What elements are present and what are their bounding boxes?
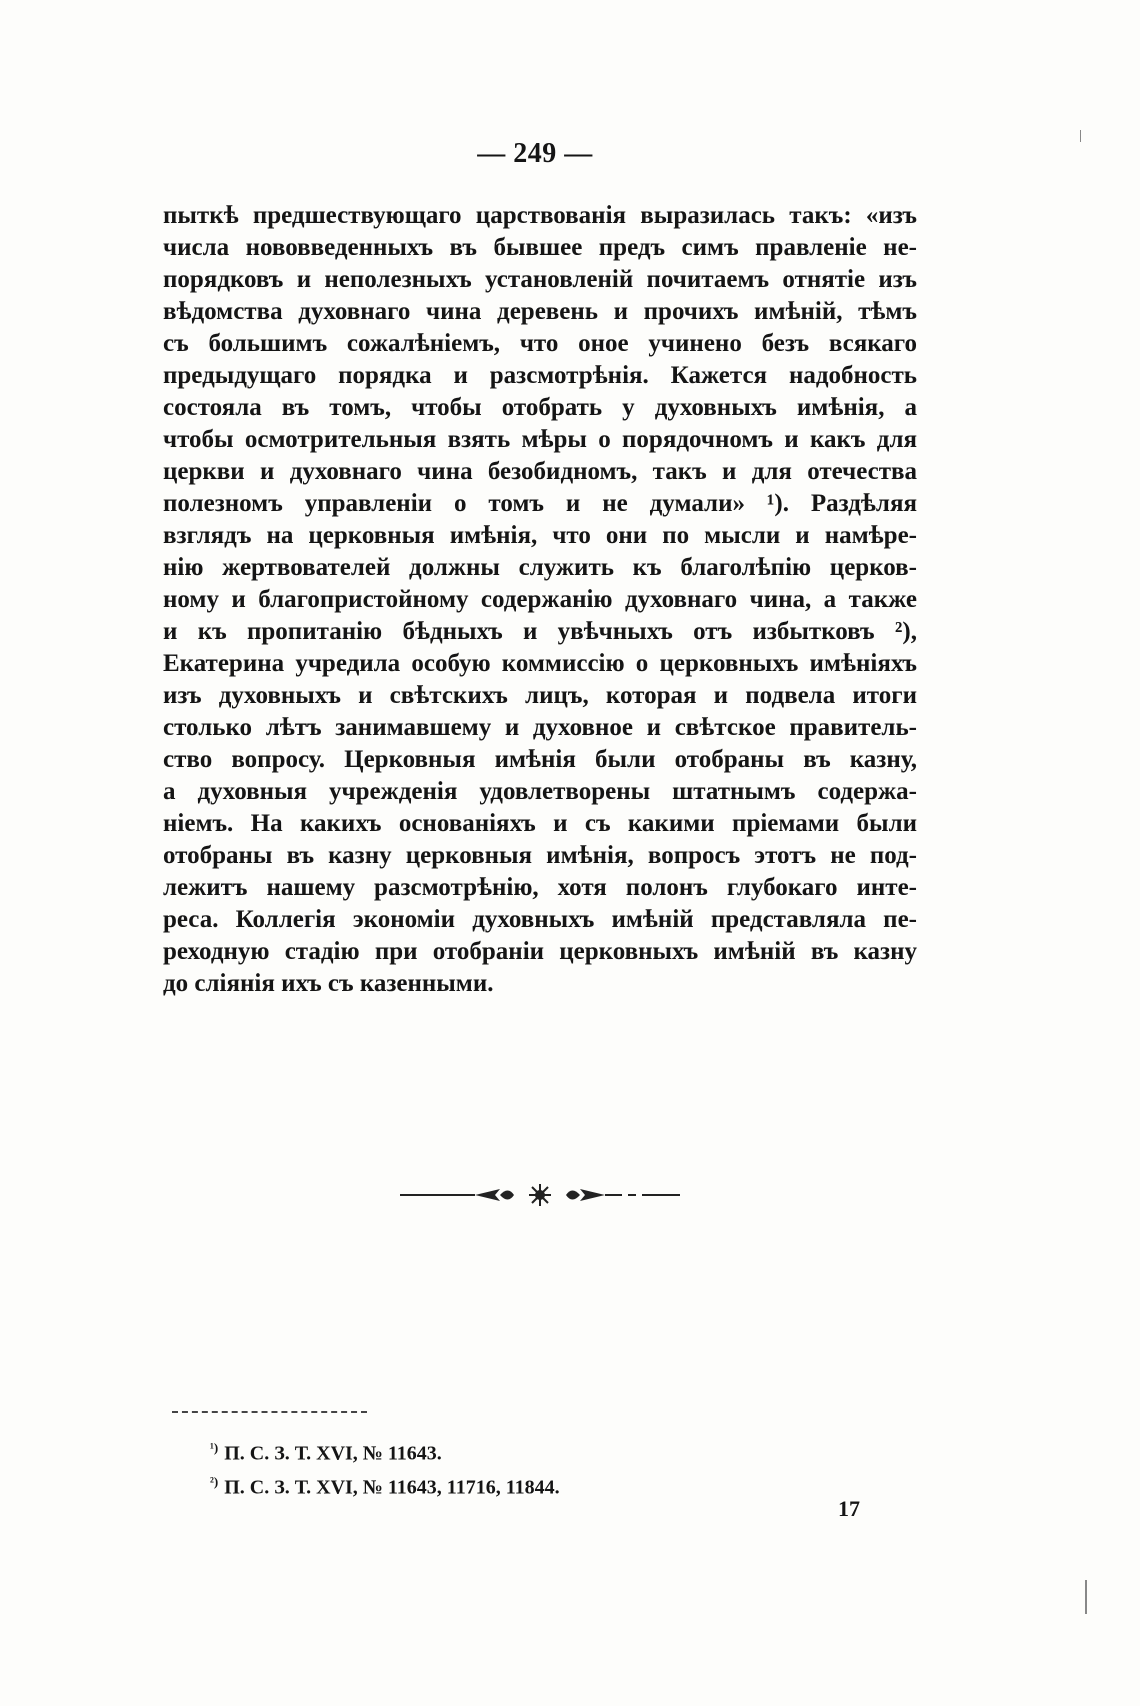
- text-line: изъ духовныхъ и свѣтскихъ лицъ, которая и подвела итоги: [163, 682, 917, 709]
- body-text: [163, 200, 917, 1000]
- text-line: до сліянія ихъ съ казенными.: [163, 970, 494, 997]
- text-line: чтобы осмотрительныя взять мѣры о порядочномъ и какъ для: [163, 426, 917, 453]
- footnote-marker: ¹): [210, 1440, 219, 1455]
- text-line: лежитъ нашему разсмотрѣнію, хотя полонъ глубокаго инте-: [163, 874, 917, 901]
- text-line: и къ пропитанію бѣдныхъ и увѣчныхъ отъ избытковъ ²),: [163, 618, 917, 645]
- footnote-separator: [172, 1411, 367, 1413]
- scan-margin-mark: [1080, 130, 1081, 142]
- text-line: состояла въ томъ, чтобы отобрать у духовныхъ имѣнія, а: [163, 394, 917, 421]
- text-line: предыдущаго порядка и разсмотрѣнія. Кажется надобность: [163, 362, 917, 389]
- footnote-marker: ²): [210, 1473, 219, 1489]
- text-line: ніемъ. На какихъ основаніяхъ и съ какими пріемами были: [163, 810, 917, 837]
- text-line: а духовныя учрежденія удовлетворены штатнымъ содержа-: [163, 778, 917, 805]
- text-line: ному и благопристойному содержанію духовнаго чина, а также: [163, 586, 917, 613]
- text-line: церкви и духовнаго чина безобидномъ, такъ и для отечества: [163, 458, 917, 485]
- text-line: взглядъ на церковныя имѣнія, что они по мысли и намѣре-: [163, 522, 917, 549]
- text-line: нію жертвователей должны служить къ благолѣпію церков-: [163, 554, 917, 581]
- text-line: ство вопросу. Церковныя имѣнія были отобраны въ казну,: [163, 746, 917, 773]
- scan-margin-mark: [1085, 1580, 1087, 1614]
- floral-divider-icon: [400, 1180, 680, 1210]
- page-number: — 249 —: [477, 138, 593, 169]
- footnote: [210, 1434, 560, 1468]
- printer-signature: 17: [838, 1496, 860, 1521]
- text-line: съ большимъ сожалѣніемъ, что оное учинено безъ всякаго: [163, 330, 917, 357]
- footnotes: [210, 1434, 560, 1501]
- text-line: числа нововведенныхъ въ бывшее предъ симъ правленіе не-: [163, 234, 917, 261]
- text-line: столько лѣтъ занимавшему и духовное и свѣтское правитель-: [163, 714, 917, 741]
- text-line: реходную стадію при отобраніи церковныхъ имѣній въ казну: [163, 938, 917, 965]
- text-line: реса. Коллегія экономіи духовныхъ имѣній представляла пе-: [163, 906, 917, 933]
- text-line: порядковъ и неполезныхъ установленій почитаемъ отнятіе изъ: [163, 266, 917, 293]
- footnote-text: П. С. З. Т. XVI, № 11643, 11716, 11844.: [224, 1476, 560, 1499]
- footnote: [210, 1468, 560, 1502]
- text-line: Екатерина учредила особую коммиссію о церковныхъ имѣніяхъ: [163, 650, 917, 677]
- text-line: отобраны въ казну церковныя имѣнія, вопросъ этотъ не под-: [163, 842, 917, 869]
- text-line: вѣдомства духовнаго чина деревень и прочихъ имѣній, тѣмъ: [163, 298, 917, 325]
- text-line: полезномъ управленіи о томъ и не думали» ¹). Раздѣляя: [163, 490, 917, 517]
- footnote-text: П. С. З. Т. XVI, № 11643.: [224, 1442, 442, 1465]
- text-line: пыткѣ предшествующаго царствованія выразилась такъ: «изъ: [163, 202, 917, 229]
